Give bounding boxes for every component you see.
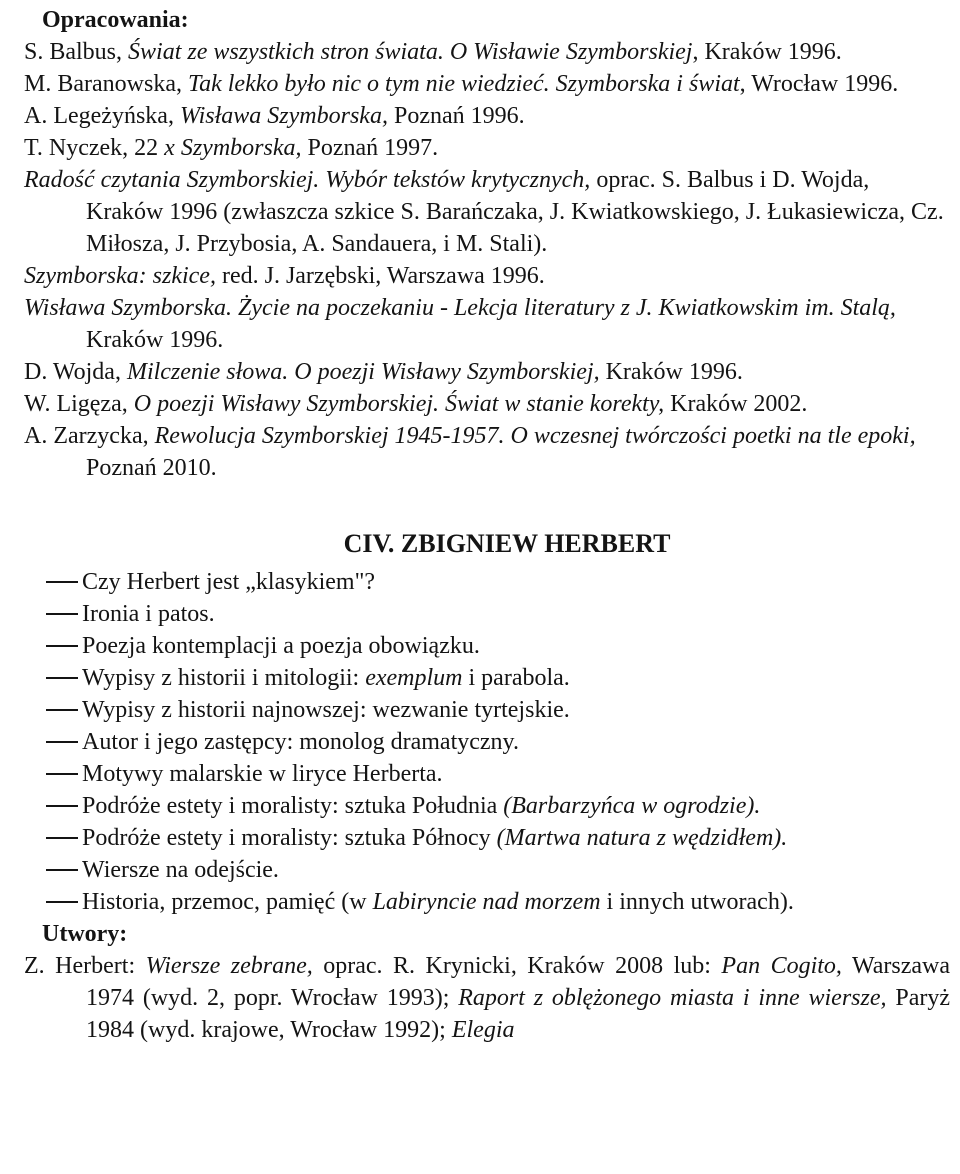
topic-item [24,630,950,662]
topic-item [24,726,950,758]
text-run: Kraków 1996. [86,327,224,353]
text-run: A. Zarzycka, [24,423,155,449]
bibliography-entry [24,388,950,420]
bibliography-entry [24,356,950,388]
work-entry [24,950,950,1046]
topic-item [24,790,950,822]
utwory-heading: Utwory: [42,921,128,947]
bibliography-entry [24,260,950,292]
text-run: T. Nyczek, 22 [24,135,165,161]
utwory-list [24,950,950,1046]
topic-item [24,598,950,630]
italic-title: Elegia [451,1017,515,1043]
topic-item [24,886,950,918]
italic-title: Pan Cogito, [721,953,842,979]
dash-bullet-icon [46,613,78,615]
text-run: Wiersze na odejście. [82,857,279,883]
text-run: Autor i jego zastępcy: monolog dramatyczny. [82,729,519,755]
dash-bullet-icon [46,741,78,743]
text-run: , Kraków 1996. [692,39,842,65]
text-run: A. Legeżyńska, [24,103,180,129]
text-run: oprac. S. Balbus i D. Wojda, Kraków 1996 (zwłaszcza szkice S. Barańczaka, J. Kwiatkowskiego, J. Łukasiewicza, Cz. Miłosza, J. Przybosia, A. Sandauera, i M. Stali). [86,167,944,257]
dash-bullet-icon [46,773,78,775]
italic-title: Rewolucja Szymborskiej 1945-1957. O wczesnej twórczości poetki na tle epoki, [154,423,916,449]
bibliography-entry [24,420,950,484]
text-run: Paryż 1984 (wyd. krajowe, Wrocław 1992); [86,985,950,1043]
topic-item [24,566,950,598]
chapter-title: CIV. ZBIGNIEW HERBERT [343,529,671,558]
topic-item [24,822,950,854]
bibliography-entry [24,100,950,132]
topic-item [24,662,950,694]
dash-bullet-icon [46,837,78,839]
text-run: Poznań 2010. [86,455,217,481]
text-run: M. Baranowska, [24,71,188,97]
italic-title: Wisława Szymborska, [179,103,388,129]
bibliography-entry [24,36,950,68]
text-run: Podróże estety i moralisty: sztuka Południa [82,793,504,819]
italic-title: Tak lekko było nic o tym nie wiedzieć. Szymborska i świat [187,71,740,97]
text-run: Ironia i patos. [82,601,215,627]
italic-title: Wiersze zebrane, [145,953,313,979]
bibliography-entry [24,132,950,164]
topic-item [24,758,950,790]
text-run: D. Wojda, [24,359,127,385]
italic-title: Radość czytania Szymborskiej. Wybór tekstów krytycznych, [24,167,591,193]
text-run: Wypisy z historii najnowszej: wezwanie tyrtejskie. [82,697,570,723]
text-run: Podróże estety i moralisty: sztuka Północy [82,825,497,851]
dash-bullet-icon [46,581,78,583]
text-run: red. J. Jarzębski, Warszawa 1996. [215,263,545,289]
dash-bullet-icon [46,869,78,871]
topics-list [24,566,950,918]
text-run: Czy Herbert jest „klasykiem"? [82,569,376,595]
text-run: Z. Herbert: [24,953,146,979]
text-run: i parabola. [462,665,570,691]
dash-bullet-icon [46,805,78,807]
text-run: , Wrocław 1996. [739,71,899,97]
text-run: Kraków 2002. [664,391,808,417]
text-run: Poezja kontemplacji a poezja obowiązku. [82,633,480,659]
text-run: Motywy malarskie w liryce Herberta. [82,761,443,787]
text-run: Poznań 1997. [301,135,439,161]
topic-item [24,854,950,886]
italic-title: x Szymborska, [164,135,302,161]
italic-title: Raport z oblężonego miasta i inne wiersze, [458,985,887,1011]
dash-bullet-icon [46,901,78,903]
italic-title: (Martwa natura z wędzidłem). [496,825,788,851]
dash-bullet-icon [46,677,78,679]
italic-title: O poezji Wisławy Szymborskiej. Świat w stanie korekty, [133,391,665,417]
text-run: Historia, przemoc, pamięć (w [82,889,373,915]
dash-bullet-icon [46,709,78,711]
italic-title: Wisława Szymborska. Życie na poczekaniu - Lekcja literatury z J. Kwiatkowskim im. Stalą, [24,295,896,321]
opracowania-heading: Opracowania: [42,7,189,33]
italic-title: Milczenie słowa. O poezji Wisławy Szymborskiej, [126,359,600,385]
text-run: oprac. R. Krynicki, Kraków 2008 lub: [312,953,722,979]
text-run: Warszawa 1974 (wyd. 2, popr. Wrocław 1993); [86,953,950,1011]
italic-title: Świat ze wszystkich stron świata. O Wisławie Szymborskiej [128,39,693,65]
italic-title: (Barbarzyńca w ogrodzie). [503,793,761,819]
italic-title: Szymborska: szkice, [24,263,216,289]
text-run: i innych utworach). [600,889,794,915]
text-run: Wypisy z historii i mitologii: [82,665,366,691]
italic-title: Labiryncie nad morzem [372,889,601,915]
dash-bullet-icon [46,645,78,647]
opracowania-list [24,36,950,484]
bibliography-entry [24,164,950,260]
text-run: W. Ligęza, [24,391,134,417]
italic-title: exemplum [365,665,463,691]
bibliography-entry [24,292,950,356]
text-run: S. Balbus, [24,39,129,65]
text-run: Kraków 1996. [599,359,743,385]
text-run: Poznań 1996. [387,103,525,129]
topic-item [24,694,950,726]
bibliography-entry [24,68,950,100]
